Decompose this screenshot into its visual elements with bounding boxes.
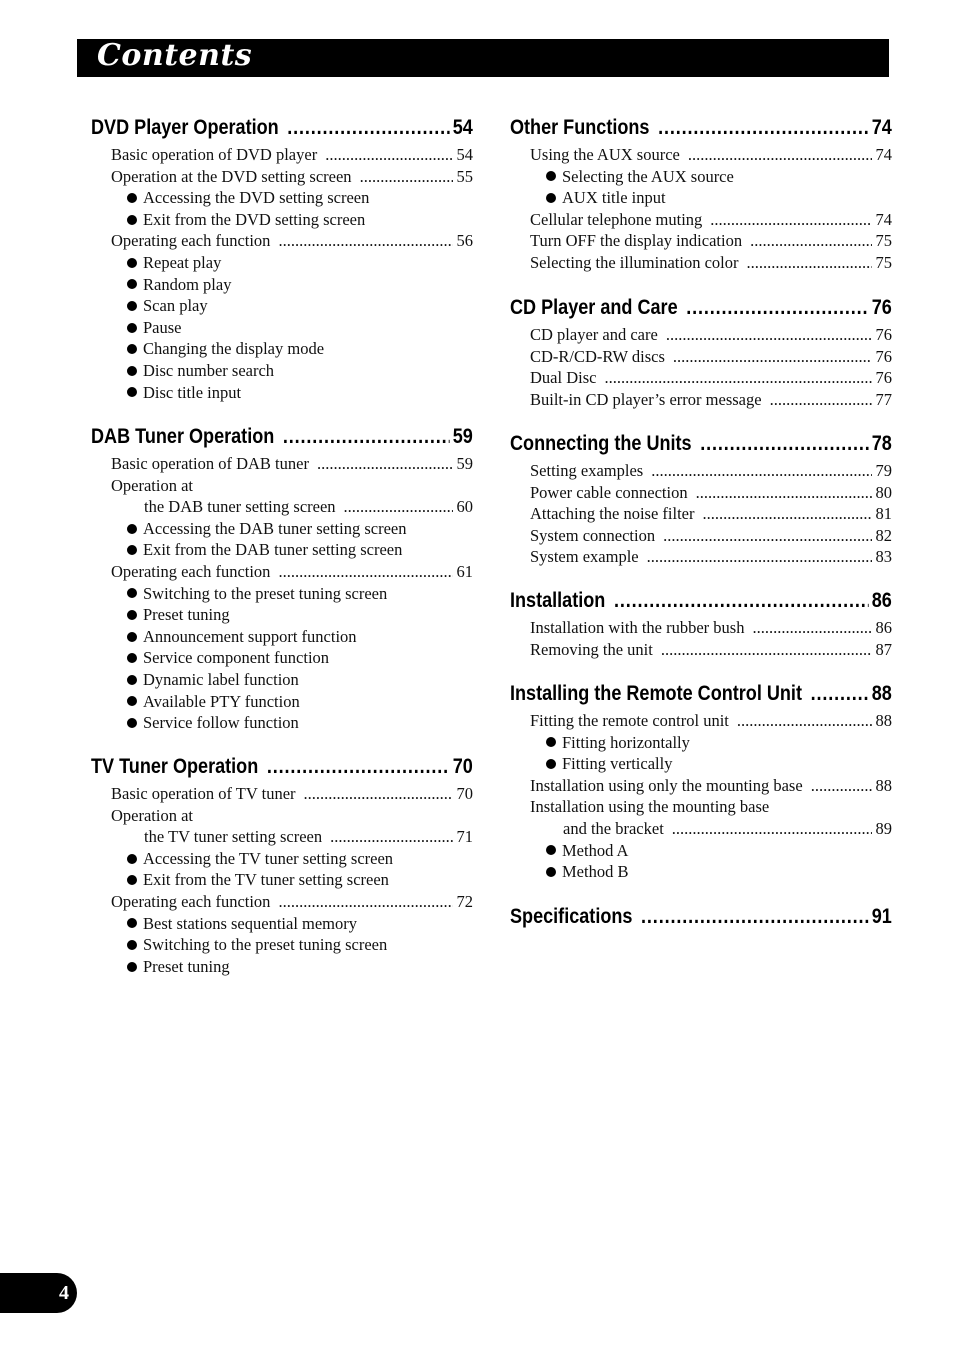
bullet-icon bbox=[127, 588, 137, 598]
dot-leader bbox=[747, 252, 872, 274]
dot-leader bbox=[673, 346, 872, 368]
bullet-label: Random play bbox=[143, 274, 232, 294]
bullet-icon bbox=[127, 632, 137, 642]
section-heading[interactable] bbox=[510, 296, 892, 324]
entry-label: the DAB tuner setting screen bbox=[144, 497, 336, 517]
bullet-label: Accessing the DVD setting screen bbox=[143, 188, 370, 208]
toc-section bbox=[91, 116, 473, 403]
toc-bullet-item[interactable] bbox=[546, 166, 892, 188]
toc-entry[interactable] bbox=[530, 346, 892, 368]
bullet-label: Service component function bbox=[143, 648, 330, 668]
toc-bullet-item[interactable] bbox=[127, 626, 473, 648]
toc-entry[interactable] bbox=[530, 525, 892, 547]
toc-bullet-item[interactable] bbox=[546, 861, 892, 883]
toc-entry[interactable] bbox=[144, 496, 473, 518]
section-page-number: 76 bbox=[871, 296, 892, 319]
bullet-label: Exit from the TV tuner setting screen bbox=[143, 870, 389, 890]
entry-page-number: 75 bbox=[875, 252, 892, 272]
entry-page-number: 88 bbox=[875, 775, 892, 795]
toc-bullet-item[interactable] bbox=[127, 869, 473, 891]
section-page-number: 86 bbox=[871, 589, 892, 612]
header-bar bbox=[77, 39, 889, 77]
toc-bullet-item[interactable] bbox=[127, 669, 473, 691]
dot-leader bbox=[283, 425, 449, 449]
dot-leader bbox=[752, 617, 871, 639]
toc-bullet-item[interactable] bbox=[127, 539, 473, 561]
bullet-label: Fitting horizontally bbox=[562, 732, 690, 752]
section-title: Specifications bbox=[510, 905, 633, 928]
toc-entry[interactable] bbox=[530, 144, 892, 166]
dot-leader bbox=[686, 296, 868, 320]
dot-leader bbox=[641, 905, 868, 929]
entry-label: Installation using the mounting base bbox=[530, 797, 770, 817]
dot-leader bbox=[278, 230, 452, 252]
toc-section bbox=[510, 589, 892, 660]
entry-label: Operating each function bbox=[111, 891, 271, 911]
toc-entry[interactable] bbox=[530, 639, 892, 661]
entry-page-number: 81 bbox=[875, 504, 892, 524]
entry-page-number: 87 bbox=[875, 639, 892, 659]
toc-section bbox=[91, 425, 473, 734]
toc-section bbox=[510, 432, 892, 568]
entry-page-number: 61 bbox=[456, 561, 473, 581]
page-number: 4 bbox=[59, 1282, 69, 1304]
entry-page-number: 79 bbox=[875, 461, 892, 480]
dot-leader bbox=[770, 389, 872, 411]
toc-section bbox=[510, 296, 892, 410]
toc-bullet-item[interactable] bbox=[127, 295, 473, 317]
section-title: CD Player and Care bbox=[510, 296, 678, 319]
toc-entry[interactable] bbox=[111, 453, 473, 475]
entry-label: CD-R/CD-RW discs bbox=[530, 346, 665, 366]
bullet-label: Best stations sequential memory bbox=[143, 913, 358, 933]
dot-leader bbox=[614, 589, 868, 613]
toc-bullet-item[interactable] bbox=[546, 187, 892, 209]
bullet-icon bbox=[546, 171, 556, 181]
bullet-label: Repeat play bbox=[143, 252, 222, 272]
toc-entry[interactable] bbox=[111, 783, 473, 805]
section-page-number: 88 bbox=[871, 682, 892, 705]
entry-label: Operation at bbox=[111, 805, 194, 825]
section-page-number: 70 bbox=[452, 755, 473, 778]
toc-entry[interactable] bbox=[563, 818, 892, 840]
toc-bullet-item[interactable] bbox=[127, 209, 473, 231]
section-heading[interactable] bbox=[91, 425, 473, 453]
entry-label: the TV tuner setting screen bbox=[144, 827, 323, 847]
toc-bullet-item[interactable] bbox=[546, 732, 892, 754]
page-title: Contents bbox=[97, 38, 253, 73]
dot-leader bbox=[304, 783, 453, 805]
bullet-label: Accessing the TV tuner setting screen bbox=[143, 848, 394, 868]
section-page-number: 78 bbox=[871, 432, 892, 455]
bullet-icon bbox=[127, 875, 137, 885]
dot-leader bbox=[688, 144, 872, 166]
entry-page-number: 75 bbox=[875, 231, 892, 251]
toc-bullet-item[interactable] bbox=[127, 252, 473, 274]
dot-leader bbox=[700, 432, 868, 456]
dot-leader bbox=[278, 561, 452, 583]
bullet-label: Exit from the DAB tuner setting screen bbox=[143, 540, 403, 560]
bullet-label: Accessing the DAB tuner setting screen bbox=[143, 518, 407, 538]
dot-leader bbox=[651, 460, 871, 482]
toc-entry[interactable] bbox=[530, 230, 892, 252]
section-heading[interactable] bbox=[510, 116, 892, 144]
section-heading[interactable] bbox=[510, 905, 892, 933]
bullet-label: Announcement support function bbox=[143, 626, 357, 646]
toc-entry[interactable] bbox=[530, 710, 892, 732]
bullet-icon bbox=[127, 854, 137, 864]
entry-page-number: 83 bbox=[875, 547, 892, 567]
entry-page-number: 71 bbox=[456, 827, 473, 847]
entry-page-number: 74 bbox=[875, 145, 892, 164]
bullet-icon bbox=[546, 759, 556, 769]
toc-bullet-item[interactable] bbox=[127, 647, 473, 669]
entry-page-number: 76 bbox=[875, 346, 892, 366]
entry-label: Operation at bbox=[111, 475, 194, 495]
section-page-number: 74 bbox=[871, 116, 892, 139]
bullet-icon bbox=[127, 545, 137, 555]
entry-label: Operating each function bbox=[111, 231, 271, 251]
entry-page-number: 54 bbox=[456, 145, 473, 164]
entry-label: Operation at the DVD setting screen bbox=[111, 166, 352, 186]
entry-label: Removing the unit bbox=[530, 639, 653, 659]
bullet-icon bbox=[127, 610, 137, 620]
bullet-label: Preset tuning bbox=[143, 605, 230, 625]
bullet-label: Pause bbox=[143, 317, 182, 337]
bullet-icon bbox=[546, 737, 556, 747]
page-number-tab bbox=[0, 1273, 77, 1313]
toc-entry[interactable] bbox=[530, 367, 892, 389]
bullet-icon bbox=[127, 387, 137, 397]
toc-bullet-item[interactable] bbox=[127, 187, 473, 209]
bullet-icon bbox=[546, 193, 556, 203]
dot-leader bbox=[287, 116, 449, 140]
bullet-icon bbox=[127, 962, 137, 972]
toc-bullet-item[interactable] bbox=[127, 338, 473, 360]
toc-entry[interactable] bbox=[530, 775, 892, 797]
toc-entry[interactable] bbox=[530, 209, 892, 231]
bullet-label: Method A bbox=[562, 840, 629, 860]
bullet-label: Disc number search bbox=[143, 360, 275, 380]
dot-leader bbox=[325, 144, 452, 166]
dot-leader bbox=[661, 639, 872, 661]
bullet-label: Preset tuning bbox=[143, 956, 230, 976]
bullet-icon bbox=[546, 867, 556, 877]
section-heading[interactable] bbox=[510, 682, 892, 710]
bullet-label: Disc title input bbox=[143, 382, 242, 402]
bullet-icon bbox=[127, 918, 137, 928]
entry-page-number: 59 bbox=[456, 454, 473, 473]
entry-page-number: 88 bbox=[875, 711, 892, 730]
bullet-icon bbox=[127, 344, 137, 354]
entry-page-number: 55 bbox=[456, 166, 473, 186]
dot-leader bbox=[663, 525, 871, 547]
toc-bullet-item[interactable] bbox=[127, 518, 473, 540]
toc-entry[interactable] bbox=[111, 891, 473, 913]
toc-entry[interactable] bbox=[111, 230, 473, 252]
bullet-icon bbox=[127, 279, 137, 289]
dot-leader bbox=[647, 546, 872, 568]
entry-label: System example bbox=[530, 547, 639, 567]
entry-page-number: 80 bbox=[875, 482, 892, 502]
dot-leader bbox=[703, 503, 872, 525]
dot-leader bbox=[658, 116, 868, 140]
toc-bullet-item[interactable] bbox=[127, 712, 473, 734]
bullet-label: Dynamic label function bbox=[143, 669, 299, 689]
bullet-icon bbox=[127, 696, 137, 706]
section-title: TV Tuner Operation bbox=[91, 755, 259, 778]
bullet-label: AUX title input bbox=[562, 188, 666, 208]
toc-bullet-item[interactable] bbox=[127, 274, 473, 296]
section-title: DVD Player Operation bbox=[91, 116, 279, 139]
bullet-icon bbox=[127, 718, 137, 728]
entry-label: Installation using only the mounting base bbox=[530, 775, 803, 795]
entry-page-number: 76 bbox=[875, 325, 892, 344]
toc-section bbox=[510, 905, 892, 933]
dot-leader bbox=[737, 710, 872, 732]
dot-leader bbox=[710, 209, 871, 231]
toc-entry-continued[interactable] bbox=[111, 475, 473, 497]
section-title: Installation bbox=[510, 589, 606, 612]
bullet-label: Service follow function bbox=[143, 713, 299, 733]
entry-label: Fitting the remote control unit bbox=[530, 711, 729, 730]
entry-page-number: 76 bbox=[875, 368, 892, 388]
toc-entry[interactable] bbox=[530, 324, 892, 346]
dot-leader bbox=[360, 166, 453, 188]
dot-leader bbox=[344, 496, 453, 518]
dot-leader bbox=[811, 775, 872, 797]
toc-bullet-item[interactable] bbox=[127, 934, 473, 956]
bullet-icon bbox=[127, 940, 137, 950]
entry-label: Basic operation of DVD player bbox=[111, 145, 318, 164]
dot-leader bbox=[696, 482, 872, 504]
bullet-label: Fitting vertically bbox=[562, 754, 673, 774]
toc-entry[interactable] bbox=[530, 460, 892, 482]
section-page-number: 59 bbox=[452, 425, 473, 448]
entry-label: Built-in CD player’s error message bbox=[530, 389, 762, 409]
bullet-icon bbox=[127, 301, 137, 311]
dot-leader bbox=[604, 367, 871, 389]
entry-page-number: 70 bbox=[456, 784, 473, 803]
toc-entry[interactable] bbox=[530, 389, 892, 411]
toc-entry[interactable] bbox=[111, 166, 473, 188]
toc-bullet-item[interactable] bbox=[127, 583, 473, 605]
entry-label: System connection bbox=[530, 525, 656, 545]
toc-bullet-item[interactable] bbox=[127, 848, 473, 870]
bullet-icon bbox=[127, 215, 137, 225]
entry-label: and the bracket bbox=[563, 818, 664, 838]
toc-entry[interactable] bbox=[111, 561, 473, 583]
bullet-icon bbox=[546, 845, 556, 855]
dot-leader bbox=[811, 682, 869, 706]
entry-label: Power cable connection bbox=[530, 482, 688, 502]
bullet-label: Method B bbox=[562, 862, 629, 882]
dot-leader bbox=[672, 818, 872, 840]
toc-entry-continued[interactable] bbox=[111, 805, 473, 827]
bullet-icon bbox=[127, 193, 137, 203]
bullet-label: Scan play bbox=[143, 296, 208, 316]
section-heading[interactable] bbox=[510, 432, 892, 460]
bullet-icon bbox=[127, 366, 137, 376]
toc-entry[interactable] bbox=[111, 144, 473, 166]
bullet-label: Switching to the preset tuning screen bbox=[143, 583, 388, 603]
entry-page-number: 77 bbox=[875, 389, 892, 409]
section-heading[interactable] bbox=[91, 755, 473, 783]
dot-leader bbox=[666, 324, 872, 346]
dot-leader bbox=[330, 826, 452, 848]
section-page-number: 54 bbox=[452, 116, 473, 139]
entry-label: Using the AUX source bbox=[530, 145, 680, 164]
entry-label: Operating each function bbox=[111, 561, 271, 581]
toc-bullet-item[interactable] bbox=[127, 604, 473, 626]
entry-label: CD player and care bbox=[530, 325, 658, 344]
bullet-label: Changing the display mode bbox=[143, 339, 325, 359]
entry-label: Dual Disc bbox=[530, 368, 597, 388]
bullet-label: Selecting the AUX source bbox=[562, 166, 734, 186]
bullet-icon bbox=[127, 258, 137, 268]
entry-page-number: 86 bbox=[875, 618, 892, 637]
entry-label: Installation with the rubber bush bbox=[530, 618, 745, 637]
entry-page-number: 82 bbox=[875, 525, 892, 545]
toc-entry[interactable] bbox=[530, 617, 892, 639]
toc-entry[interactable] bbox=[530, 503, 892, 525]
dot-leader bbox=[317, 453, 453, 475]
bullet-label: Exit from the DVD setting screen bbox=[143, 209, 366, 229]
toc-bullet-item[interactable] bbox=[127, 956, 473, 978]
dot-leader bbox=[267, 755, 449, 779]
bullet-icon bbox=[127, 653, 137, 663]
entry-page-number: 72 bbox=[456, 891, 473, 911]
section-title: Connecting the Units bbox=[510, 432, 692, 455]
section-title: Other Functions bbox=[510, 116, 650, 139]
toc-bullet-item[interactable] bbox=[546, 840, 892, 862]
toc-bullet-item[interactable] bbox=[127, 360, 473, 382]
toc-bullet-item[interactable] bbox=[127, 382, 473, 404]
entry-label: Basic operation of DAB tuner bbox=[111, 454, 309, 473]
entry-label: Cellular telephone muting bbox=[530, 209, 703, 229]
toc-entry[interactable] bbox=[530, 482, 892, 504]
bullet-icon bbox=[127, 524, 137, 534]
entry-page-number: 60 bbox=[456, 497, 473, 517]
section-heading[interactable] bbox=[510, 589, 892, 617]
entry-page-number: 56 bbox=[456, 231, 473, 251]
dot-leader bbox=[278, 891, 452, 913]
bullet-label: Available PTY function bbox=[143, 691, 300, 711]
section-heading[interactable] bbox=[91, 116, 473, 144]
toc-entry[interactable] bbox=[144, 826, 473, 848]
toc-bullet-item[interactable] bbox=[127, 317, 473, 339]
toc-section bbox=[510, 682, 892, 883]
toc-section bbox=[91, 755, 473, 977]
entry-page-number: 74 bbox=[875, 209, 892, 229]
entry-label: Basic operation of TV tuner bbox=[111, 784, 296, 803]
entry-label: Attaching the noise filter bbox=[530, 504, 695, 524]
toc-bullet-item[interactable] bbox=[127, 691, 473, 713]
entry-label: Turn OFF the display indication bbox=[530, 231, 743, 251]
toc-bullet-item[interactable] bbox=[546, 753, 892, 775]
dot-leader bbox=[750, 230, 871, 252]
entry-page-number: 89 bbox=[875, 818, 892, 838]
toc-entry-continued[interactable] bbox=[530, 796, 892, 818]
entry-label: Setting examples bbox=[530, 461, 644, 480]
toc-section bbox=[510, 116, 892, 274]
section-title: Installing the Remote Control Unit bbox=[510, 682, 802, 705]
toc-entry[interactable] bbox=[530, 252, 892, 274]
entry-label: Selecting the illumination color bbox=[530, 252, 739, 272]
bullet-icon bbox=[127, 675, 137, 685]
bullet-icon bbox=[127, 323, 137, 333]
toc-entry[interactable] bbox=[530, 546, 892, 568]
bullet-label: Switching to the preset tuning screen bbox=[143, 935, 388, 955]
toc-bullet-item[interactable] bbox=[127, 913, 473, 935]
section-title: DAB Tuner Operation bbox=[91, 425, 275, 448]
section-page-number: 91 bbox=[871, 905, 892, 928]
